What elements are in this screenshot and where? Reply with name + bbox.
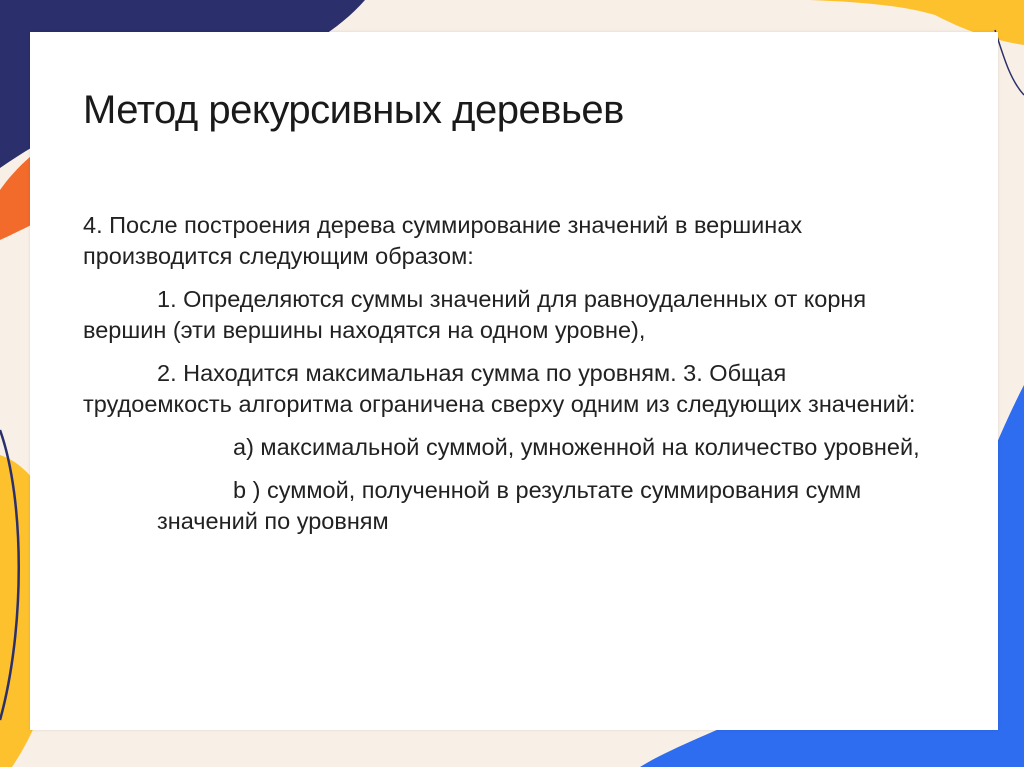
slide-body bbox=[83, 210, 933, 549]
paragraph-step-4: 4. После построения дерева суммирование значений в вершинах производится следующим образом: bbox=[83, 212, 803, 269]
slide-title: Метод рекурсивных деревьев bbox=[83, 88, 624, 132]
paragraph-sub-a: a) максимальной суммой, умноженной на количество уровней, bbox=[233, 434, 920, 460]
paragraph-sub-b: b ) суммой, полученной в результате суммирования сумм значений по уровням bbox=[157, 477, 862, 534]
paragraph-item-1: 1. Определяются суммы значений для равноудаленных от корня вершин (эти вершины находятся на одном уровне), bbox=[83, 286, 867, 343]
paragraph-item-2: 2. Находится максимальная сумма по уровням. 3. Общая трудоемкость алгоритма ограничена сверху одним из следующих значений: bbox=[83, 360, 916, 417]
